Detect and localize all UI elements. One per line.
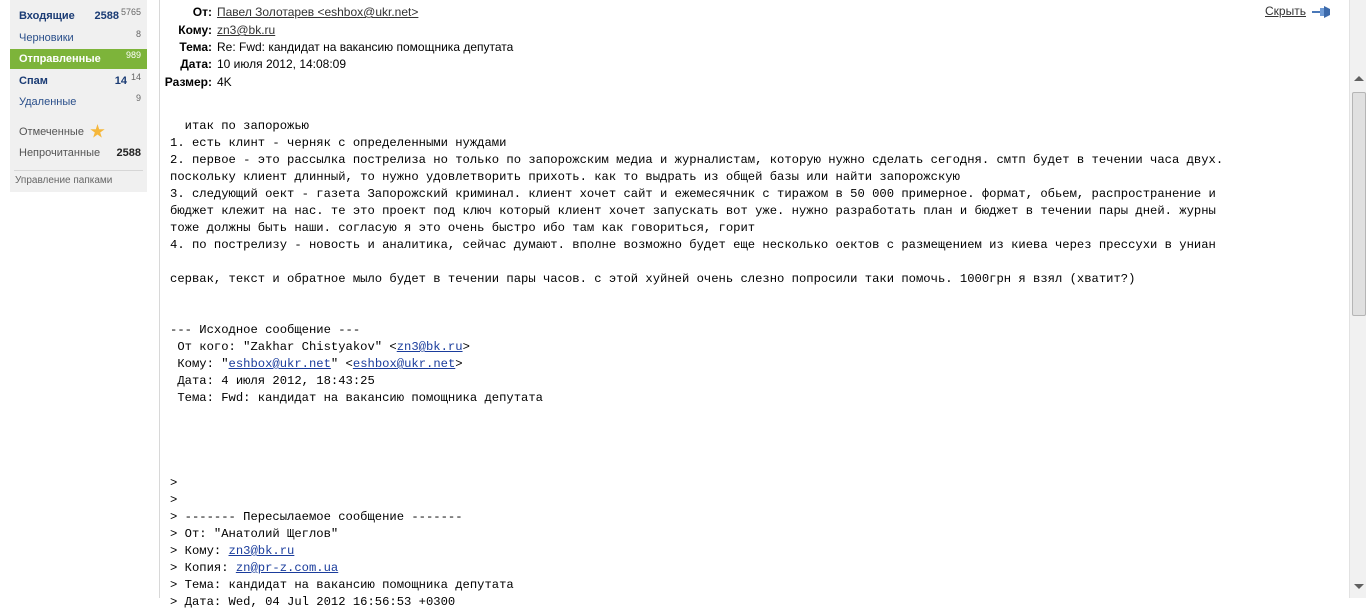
size-label: Размер:	[164, 75, 212, 89]
sidebar-item-label: Черновики	[19, 32, 74, 44]
to-address-link[interactable]: zn3@bk.ru	[217, 23, 276, 37]
manage-folders-link[interactable]: Управление папками	[15, 175, 113, 186]
body-line: > Тема: кандидат на вакансию помощника депутата	[170, 578, 514, 592]
body-line: > Кому: zn3@bk.ru	[170, 544, 295, 558]
body-line: Кому: "eshbox@ukr.net" <eshbox@ukr.net>	[170, 357, 463, 371]
body-line: > От: "Анатолий Щеглов"	[170, 527, 339, 541]
message-body	[170, 118, 1330, 611]
sidebar-item-label: Входящие	[19, 10, 75, 22]
body-line: Тема: Fwd: кандидат на вакансию помощника депутата	[170, 391, 543, 405]
email-link[interactable]: zn@pr-z.com.ua	[235, 561, 339, 575]
to-label: Кому:	[178, 23, 212, 37]
total-count: 14	[130, 72, 141, 82]
body-line: бюджет клежит на нас. те это проект под ключ который клиент хочет запускать вот уже. нужно разработать план и бюджет в течении пары дней. журны	[170, 204, 1216, 218]
total-count: 5765	[120, 7, 141, 17]
pin-icon[interactable]	[1312, 5, 1332, 19]
sidebar-item-flagged[interactable]	[10, 122, 147, 142]
body-line	[170, 254, 1330, 271]
unread-count: 2588	[116, 147, 141, 159]
subject-value: Re: Fwd: кандидат на вакансию помощника депутата	[217, 40, 514, 54]
date-label: Дата:	[180, 57, 212, 71]
body-line: От кого: "Zakhar Chistyakov" <zn3@bk.ru>	[170, 340, 470, 354]
scroll-up-arrow-icon[interactable]	[1354, 76, 1364, 81]
email-link[interactable]: zn3@bk.ru	[228, 544, 295, 558]
body-line	[170, 458, 1330, 475]
size-value: 4K	[217, 75, 232, 89]
body-line: --- Исходное сообщение ---	[170, 323, 361, 337]
body-line: 3. следующий оект - газета Запорожский криминал. клиент хочет сайт и ежемесячник с тиражом в 50 000 примерное. формат, обьем, распространение и	[170, 187, 1216, 201]
sidebar-item-deleted[interactable]	[10, 92, 147, 112]
body-line: > Дата: Wed, 04 Jul 2012 16:56:53 +0300	[170, 595, 456, 609]
body-line	[170, 407, 1330, 424]
body-line: итак по запорожью	[170, 119, 309, 133]
total-count: 989	[125, 50, 141, 60]
date-value: 10 июля 2012, 14:08:09	[217, 57, 347, 71]
unread-count: 14	[114, 75, 127, 87]
from-label: От:	[192, 5, 212, 19]
body-line: поскольку клиент длинный, то нужно удовлетворить прихоть. как то выдрать из общей базы или найти запорожскую	[170, 170, 960, 184]
hide-header-link[interactable]: Скрыть	[1265, 4, 1306, 18]
sidebar-item-label: Непрочитанные	[19, 147, 101, 159]
vertical-scrollbar[interactable]	[1349, 0, 1366, 598]
body-line: 1. есть клинт - черняк с определенными нуждами	[170, 136, 507, 150]
body-line: > Копия: zn@pr-z.com.ua	[170, 561, 339, 575]
unread-count: 2588	[94, 10, 119, 22]
email-link[interactable]: eshbox@ukr.net	[228, 357, 331, 371]
sidebar-item-unread[interactable]	[10, 143, 147, 163]
body-line: Дата: 4 июля 2012, 18:43:25	[170, 374, 375, 388]
body-line: тоже должны быть наши. согласую я это очень быстро ибо там как говориться, горит	[170, 221, 756, 235]
star-icon	[90, 124, 105, 139]
scrollbar-thumb[interactable]	[1352, 92, 1366, 316]
total-count: 8	[135, 29, 141, 39]
body-line	[170, 424, 1330, 441]
body-line: >	[170, 476, 178, 490]
from-address-link[interactable]: Павел Золотарев <eshbox@ukr.net>	[217, 5, 419, 19]
total-count: 9	[135, 93, 141, 103]
body-line: 2. первое - это рассылка пострелиза но только по запорожским медиа и журналистам, которую нужно сделать сегодня. смтп будет в течении часа двух.	[170, 153, 1224, 167]
email-link[interactable]: zn3@bk.ru	[396, 340, 463, 354]
sidebar-item-label: Удаленные	[19, 96, 77, 108]
sidebar-item-label: Отмеченные	[19, 126, 84, 138]
body-line	[170, 305, 1330, 322]
body-line: 4. по пострелизу - новость и аналитика, сейчас думают. вполне возможно будет еще несколько оектов с размещением из киева через прессухи в униан	[170, 238, 1216, 252]
body-line: > ------- Пересылаемое сообщение -------	[170, 510, 463, 524]
email-link[interactable]: eshbox@ukr.net	[352, 357, 456, 371]
scroll-down-arrow-icon[interactable]	[1354, 584, 1364, 589]
sidebar-item-label: Спам	[19, 75, 48, 87]
sidebar-divider	[14, 170, 143, 171]
body-line	[170, 288, 1330, 305]
body-line: сервак, текст и обратное мыло будет в течении пары часов. с этой хуйней очень слезно попросили таки помочь. 1000грн я взял (хватит?)	[170, 272, 1136, 286]
body-line: >	[170, 493, 178, 507]
subject-label: Тема:	[179, 40, 212, 54]
sidebar-item-label: Отправленные	[19, 53, 101, 65]
body-line	[170, 441, 1330, 458]
